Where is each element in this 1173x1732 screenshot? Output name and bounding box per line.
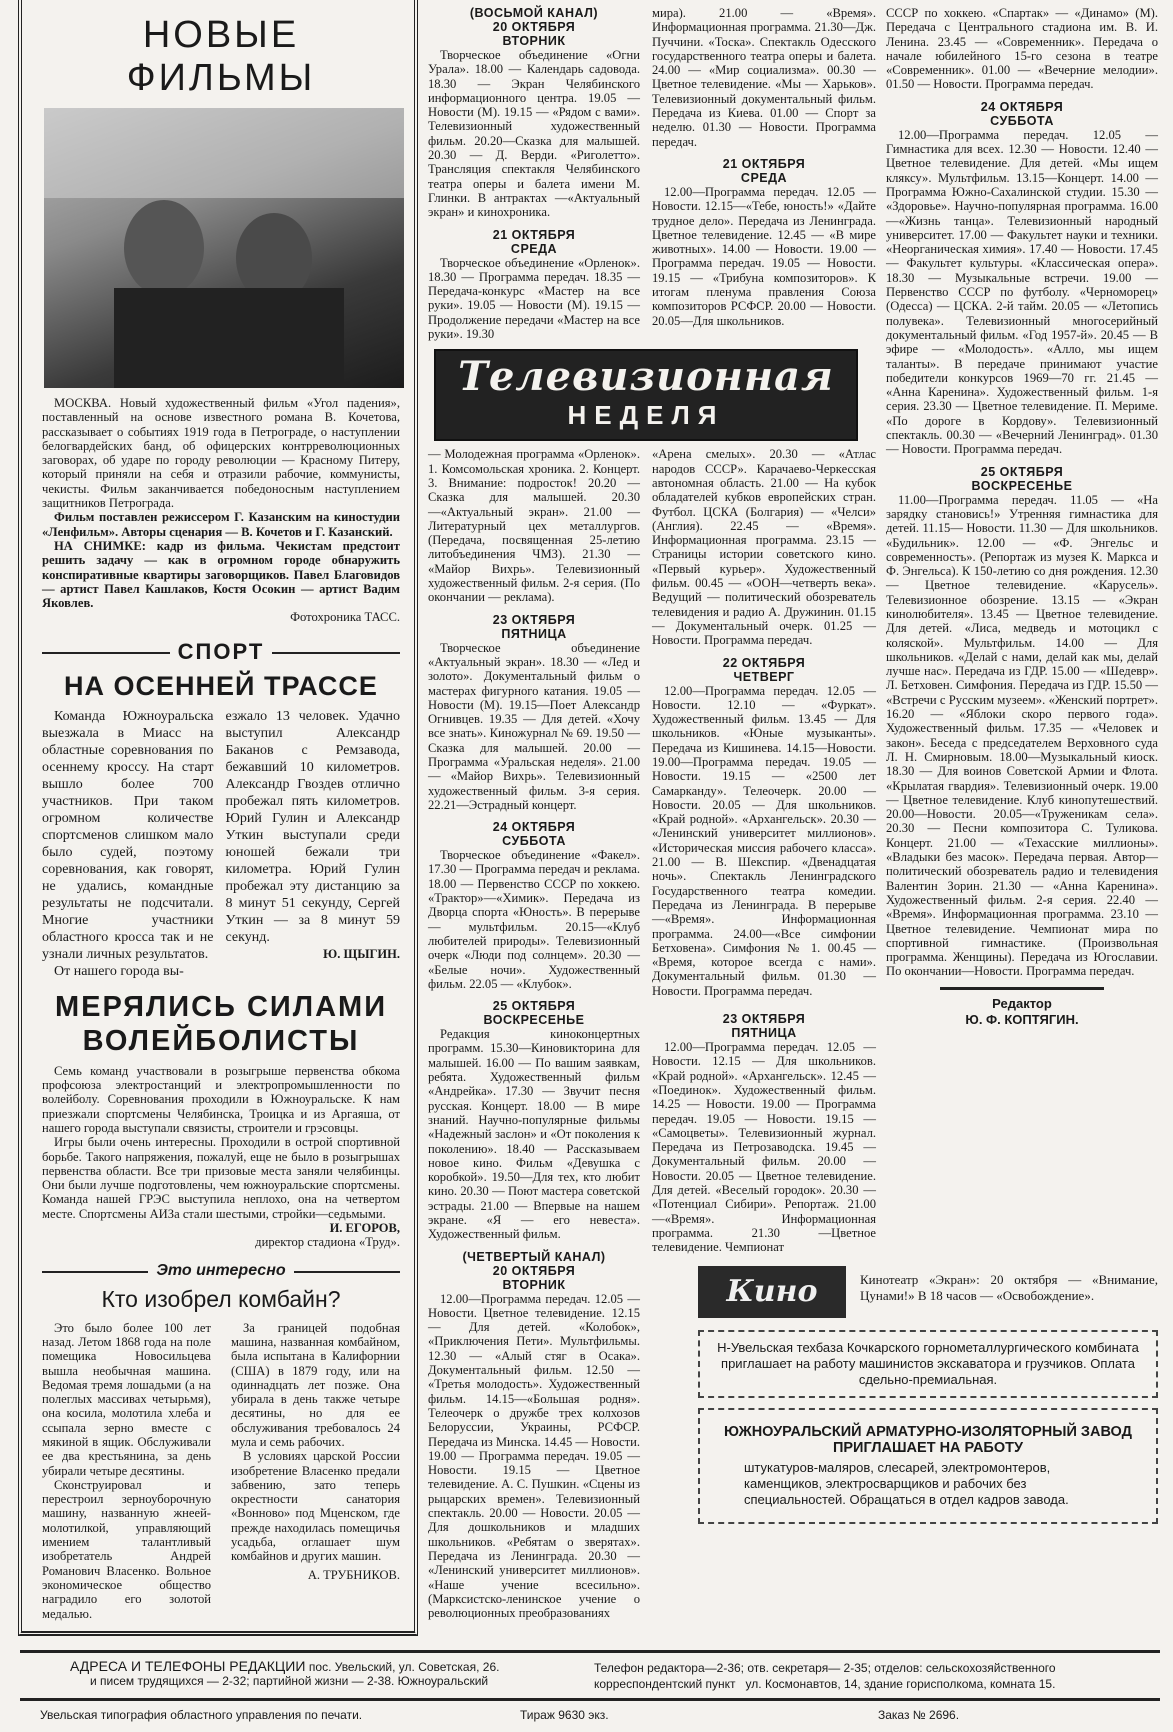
combine-paragraph: Сконструировал и перестроил зерноуборочную машину, названную жнеей-молотилкой, управляющий имением талантливый изобретатель Андрей Романович Власенко. Вольное экономическое общество наградило его золотой медалью. [42,1477,211,1621]
weekday-label: ВТОРНИК [502,34,566,48]
footer [0,1642,1173,1732]
sport-paragraph: От нашего города вы- [54,963,184,979]
combine-author: А. ТРУБНИКОВ. [307,1567,400,1582]
sport-author: Ю. ЩЫГИН. [323,946,400,961]
weekday-label: ЧЕТВЕРГ [733,669,795,684]
footer-rule [20,1650,1160,1653]
editor-label: Редактор [992,995,1052,1011]
date-label: 25 ОКТЯБРЯ [492,999,576,1014]
left-column-frame [18,0,418,1636]
channel-4-heading [428,1250,640,1292]
tv-schedule: мира). 21.00 — «Время». Информационная программа. 21.30—Дж. Пуччини. «Тоска». Спектакль Одесского государственного театра оперы и балета. 24.00 — «Мир социализма». 00.30 — Цветное телевидение. «Мы — Харьков». Телевизионный документальный фильм. Передача из Киева. 01.00 — Спорт за неделю. 01.30 — Новости. Программа передач. [652,6,876,149]
tv-schedule: Творческое объединение «Орленок». 18.30 — Программа передач. 18.35 — Передача-конкурс «Мастер на все руки». 19.05 — Новости (М). 19.15 — Продолжение передачи «Мастер на все руки». 19.30 [428,255,640,342]
combine-rubric: Это интересно [148,1262,293,1279]
job-ad-factory-subtitle: ПРИГЛАШАЕТ НА РАБОТУ [832,1440,1024,1457]
editor-name: Ю. Ф. КОПТЯГИН. [965,1011,1079,1027]
tv-schedule: 12.00—Программа передач. 12.05 — Новости. Цветное телевидение. 12.15 — Для детей. «Колобок», «Приключения Пети». Мультфильмы. 12.30 — «Алый стяг в Осака». Документальный фильм. 12.50 — «Третья молодость». Художественный фильм. 14.15—«Большая родня». Телеочерк о дружбе трех колхозов Белоруссии, Украины, РСФСР. Передача из Минска. 14.45 — Новости. 19.00 — Программа передач. 19.05 — Новости. 19.15 — Цветное телевидение. А. С. Пушкин. «Сцены из рыцарских времен». Телевизионный спектакль. 20.00 — Новости. 20.05 — Для дошкольников и младших школьников. «Ребятам о зверятах». Передача из Ленинграда. 20.30 — «Ленинский университет миллионов». «Наше учение всесильно». (Марксистско-ленинское учение о революционных преобразованиях [428,1291,640,1621]
tv-schedule: — Молодежная программа «Орленок». 1. Комсомольская хроника. 2. Концерт. 3. Внимание: подросток! 20.20 — Сказка для малышей. 20.30—«Актуальный экран». 21.00 — Литературный цех металлургов. (Передача, посвященная 25-летию литобъединения ЧМЗ). 21.30 — «Майор Вихрь». Телевизионный художественный фильм. 2-я серия. (По окончании — реклама). [428,447,640,605]
footer-address-title: АДРЕСА И ТЕЛЕФОНЫ РЕДАКЦИИ [70,1658,306,1674]
date-label: 20 ОКТЯБРЯ [492,20,576,34]
editor-block [886,996,1158,1028]
weekday-label: СУББОТА [502,834,566,849]
date-heading [428,999,640,1027]
films-photo-caption: НА СНИМКЕ: кадр из фильма. Чекистам предстоит решить задачу — как в огромном городе обнаружить конспиративные квартиры заговорщиков. Павел Благовидов — артист Павел Кашлаков, Костя Осокин — артист Вадим Яковлев. [42,538,400,611]
tv-schedule: 12.00—Программа передач. 12.05 — Новости. 12.10 — «Фуркат». Художественный фильм. 13.45 — Для школьников. «Юные музыканты». Передача из Кишинева. 14.15—Новости. 19.00—Программа передач. 19.05 — Новости. 19.15 — «2500 лет Самарканду». Телеочерк. 20.00 — Новости. 20.05 — Для школьников. «Край родной». «Архангельск». 20.30 — «Ленинский университет миллионов». «Историческая миссия рабочего класса». 21.00 — В. Шекспир. «Двенадцатая ночь». Спектакль Ленинградского Государственного театра комедии. Передача из Ленинграда. В перерыве —«Время». Информационная программа. 24.00—«Все симфонии Бетховена». Симфония № 1. 00.45 — «Время, которое всегда с нами». Документальный фильм. 01.30 — Новости. Программа передач. [652,683,876,998]
date-label: 23 ОКТЯБРЯ [722,1012,806,1027]
footer-address-line: и писем трудящихся — 2-32; партийной жизни — 2-38. Южноуральский [90,1674,489,1688]
volleyball-paragraph: Семь команд участвовали в розыгрыше первенства обкома профсоюза электростанций и электропромышленности по волейболу. Соревнования проходили в Южноуральске. К нам приезжали спортсмены Челябинска, Троицка и из Аргаяша, от нашего города выступали связисты, строители и грэсовцы. [42,1063,400,1135]
job-ad-factory-text: штукатуров-маляров, слесарей, электромонтеров, каменщиков, электросварщиков и рабочих без специальностей. Обращаться в отдел кадров завода. [744,1460,1069,1508]
kino-schedule: Кинотеатр «Экран»: 20 октября — «Внимание, Цунами!» В 18 часов — «Освобождение». [860,1272,1158,1304]
footer-address-line: пос. Увельский, ул. Советская, 26. [308,1660,500,1674]
combine-column-b [231,1321,400,1582]
footer-phones-line: корреспондентский пункт ул. Космонавтов, 14, здание горисполкома, комната 15. [594,1677,1056,1691]
footer-phones [594,1660,1164,1692]
editor-divider [940,987,1104,990]
volleyball-title-line: МЕРЯЛИСЬ СИЛАМИ [54,990,388,1023]
weekday-label: ВТОРНИК [502,1277,566,1292]
date-label: 23 ОКТЯБРЯ [492,612,576,627]
footer-address [70,1658,590,1688]
date-label: 20 ОКТЯБРЯ [492,1263,576,1278]
tv-week-masthead [434,349,858,441]
date-heading [886,465,1158,493]
date-heading [652,157,876,185]
footer-printer: Увельская типография областного управления по печати. [40,1708,363,1722]
weekday-label: СУББОТА [990,113,1054,128]
date-heading [886,100,1158,128]
masthead-title: Телевизионная [458,353,834,401]
films-paragraph: МОСКВА. Новый художественный фильм «Угол падения», поставленный на основе известного романа В. Кочетова, рассказывает о событиях 1919 года в Петрограде, о наступлении белогвардейских банд, об офицерских контрреволюционных заговорах, об ударе по городу революции — Красному Питеру, который приняли на себя и отразили рабочие, коммунисты, чекисты. Фильм заканчивается победоносным наступлением защитников Петрограда. [42,396,400,511]
footer-order-number: Заказ № 2696. [878,1708,960,1722]
tv-column-4-area [886,6,1158,1028]
date-heading [428,820,640,848]
job-ad-factory [698,1408,1158,1524]
combine-rubric-line [42,1262,400,1280]
date-label: 24 ОКТЯБРЯ [980,99,1064,114]
films-paragraph: Фильм поставлен режиссером Г. Казанским на киностудии «Ленфильм». Авторы сценария — В. Кочетов и Г. Казанский. [42,510,400,539]
combine-paragraph: За границей подобная машина, названная комбайном, была испытана в Калифорнии (США) в 1879 году, или на одиннадцать лет позже. Она убирала в день также четыре десятины, но для ее обслуживания требовалось 24 мула и семь рабочих. [231,1320,400,1449]
job-ad-factory-title: ЮЖНОУРАЛЬСКИЙ АРМАТУРНО-ИЗОЛЯТОРНЫЙ ЗАВОД [724,1424,1132,1441]
kino-logo: Кино [698,1266,846,1318]
date-label: 24 ОКТЯБРЯ [492,820,576,835]
sport-title: НА ОСЕННЕЙ ТРАССЕ [64,670,378,701]
tv-schedule: СССР по хоккею. «Спартак» — «Динамо» (М). Передача с Центрального стадиона им. В. И. Ленина. 23.45 — «Современник». Передача о начале юбилейного 15-го сезона в театре «Современник». 01.00 — «Вечерние мелодии». 01.50 — Новости. Программа передач. [886,6,1158,92]
tv-schedule: «Арена смелых». 20.30 — «Атлас народов СССР». Карачаево-Черкесская автономная область. 21.00 — На кубок обладателей кубков европейских стран. Футбол. ЦСКА (Болгария) — «Челси» (Англия). 22.45 — «Время». Информационная программа. 23.15 — Страницы истории советского кино. «Первый курьер». Художественный фильм. 00.45 — «ООН—четверть века». Ведущий — политический обозреватель телевидения и радио А. Дружинин. 01.15 — Документальный очерк. 01.25 — Новости. Программа передач. [652,447,876,648]
sport-rubric-line [42,639,400,665]
films-heading: НОВЫЕ ФИЛЬМЫ [126,14,316,99]
footer-phones-line: Телефон редактора—2-36; отв. секретаря— 2-35; отделов: сельскохозяйственного [594,1661,1056,1675]
job-ad-techbase: Н-Увельская техбаза Кочкарского горнометаллургического комбината приглашает на работу машинистов экскаватора и грузчиков. Оплата сдельно-премиальная. [698,1330,1158,1398]
weekday-label: ПЯТНИЦА [731,1026,797,1041]
tv-schedule: Творческое объединение «Огни Урала». 18.00 — Календарь садовода. 18.30 — Экран Челябинского информационного центра. 19.05 — Новости (М). 19.15 — «Рядом с вами». Телевизионный художественный фильм. 20.20—Сказка для малышей. 20.30 — Д. Верди. «Риголетто». Трансляция спектакля Челябинского театра оперы и балета имени М. Глинки. В антрактах —«Актуальный экран» и кинохроника. [428,48,640,220]
sport-column-a [42,708,214,980]
date-label: 22 ОКТЯБРЯ [722,655,806,670]
tv-schedule: 12.00—Программа передач. 12.05 — Новости. 12.15 — Для школьников. «Край родной». «Архангельск». 12.45 — «Поединок». Художественный фильм. 14.25 — Новости. 19.00 — Программа передач. 19.05 — Новости. 19.15 — «Самоцветы». Телевизионный журнал. Передача из Петрозаводска. 19.45 — Документальный фильм. 20.00 —Новости. 20.05 — Цветное телевидение. Для детей. «Веселый городок». 20.30 — «Потенциал Сибири». Репортаж. 21.00—«Время». Информационная программа. 21.30 —Цветное телевидение. Чемпионат [652,1040,876,1255]
date-heading [428,613,640,641]
combine-title: Кто изобрел комбайн? [101,1285,341,1312]
photo-credit: Фотохроника ТАСС. [290,610,400,625]
sport-paragraph: Команда Южноуральска выезжала в Миасс на областные соревнования по осеннему кроссу. На старт вышло более 700 участников. При таком огромном количестве спортсменов слишком мало было судей, поэтому соревнования, как говорят, не удались, командные результаты не подсчитали. Многие участники областного кросса так и не узнали личных результатов. [42,708,214,962]
tv-column-3-top [652,6,876,328]
weekday-label: СРЕДА [740,170,788,185]
masthead-subtitle: НЕДЕЛЯ [567,400,725,431]
volleyball-article [42,1064,400,1250]
date-heading [652,656,876,684]
channel-label: (ВОСЬМОЙ КАНАЛ) [469,6,599,20]
tv-schedule: Творческое объединение «Актуальный экран». 18.30 — «Лед и золото». Документальный фильм о мастерах фигурного катания. 19.05 —Новости (М). 19.15—Поет Александр Огнивцев. 19.35 — Для детей. «Хочу все знать». Киножурнал № 69. 19.50 — Сказка для малышей. 20.00 — Программа «Уральская неделя». 21.00 — «Майор Вихрь». Телевизионный художественный фильм. 3-я серия. 22.21—Эстрадный концерт. [428,640,640,812]
combine-paragraph: В условиях царской России изобретение Власенко предали забвению, зато теперь окрестности санатория «Вонново» под Мценском, где прежде находилась помещичья усадьба, оглашает шум комбайнов и других машин. [231,1449,400,1564]
date-heading [428,228,640,256]
combine-column-a [42,1321,211,1621]
tv-column-3-bottom [652,447,876,1254]
volleyball-author: И. ЕГОРОВ, [329,1221,400,1236]
tv-schedule: 12.00—Программа передач. 12.05 — Гимнастика для всех. 12.30 — Новости. 12.40 — Цветное телевидение. Для детей. «Мы ищем кляксу». Мультфильм. 13.15—Концерт. 14.00 — Программа Южно-Сахалинской студии. 15.30 — «Здоровье». Научно-популярная программа. 16.00—«Жизнь танца». Телевизионный народный университет. 17.00 — Факультет науки и техники. «Неорганическая химия». 17.40 — Новости. 17.45 — Факультет культуры. «Классическая опера». 18.30 — Музыкальные встречи. 19.00 — Первенство СССР по футболу. «Черноморец» (Одесса) — ЦСКА. 2-й тайм. 20.05 — «Летопись полувека». Телевизионный многосерийный документальный фильм. «Год 1957-й». 20.45 — В эфире — «Молодость». «Алло, мы ищем таланты». В передаче принимают участие победители конкурсов 1969—70 гг. 21.45 — «Анна Каренина». Художественный фильм. 1-я серия. 23.30 — Цветное телевидение. П. Мериме. «По дороге в Кордову». Телевизионный спектакль. 00.30 — «Вечерний Ленинград». 01.30 — Новости. Программа передач. [886,127,1158,457]
film-still-photo [44,108,404,388]
tv-schedule: 12.00—Программа передач. 12.05 —Новости. 12.15—«Тебе, юность!» «Дайте трудное дело». Передача из Ленинграда. Цветное телевидение. 12.45 — «В мире животных». 14.00 — Новости. 19.00 — Программа передач. 19.05 — Новости. 19.15 — «Трибуна композиторов». К итогам пленума правления Союза композиторов РСФСР. 20.00 — Новости. 20.05—Для школьников. [652,184,876,328]
film-still-image [44,108,404,388]
footer-rule [20,1698,1160,1701]
date-label: 21 ОКТЯБРЯ [492,227,576,242]
weekday-label: ПЯТНИЦА [501,626,567,641]
footer-circulation: Тираж 9630 экз. [520,1708,609,1722]
sport-rubric: СПОРТ [170,639,273,664]
date-heading [652,1012,876,1040]
date-label: 21 ОКТЯБРЯ [722,156,806,171]
tv-column-2-bottom [428,447,640,1620]
volleyball-author-title: директор стадиона «Труд». [255,1235,400,1250]
tv-schedule: 11.00—Программа передач. 11.05 — «На зарядку становись!» Утренняя гимнастика для детей. 11.15— Новости. 11.30 — Для школьников. «Будильник». 12.00 — «Ф. Энгельс и современность». (Репортаж из музея К. Маркса и Ф. Энгельса). К 150-летию со дня рождения. 12.30 — Цветное телевидение. «Карусель». Телевизионное обозрение. 13.15 — «Экран кинолюбителя». 13.45 — Цветное телевидение. Для детей. «Лиса, медведь и мотоцикл с коляской». Мультфильм. 14.00 — Для школьников. «Делай с нами, делай как мы, делай лучше нас». Передача из ГДР. 15.00 — «Шедевр». Л. Бетховен. Симфония. Передача из ГДР. 15.50 — «Встречи с Русским музеем». «Женский портрет». 16.20 — «Яблоки скоро первого года». Художественный фильм. 17.35 — «Человек и закон». Беседа с председателем Верховного суда Л. Н. Смирновым. 18.00—Музыкальный киоск. 18.30 — Для воинов Советской Армии и Флота. «Крылатая гвардия». Телевизионный очерк. 19.00 — Цветное телевидение. Клуб кинопутешествий. 20.00—Новости. 20.05—«Труженикам села». 20.30 — Песни композитора С. Туликова. Концерт. 21.00 — «Техасские миллионы». «Владыки без масок». Передача первая. Автор—политический обозреватель радио и телевидения Валентин Зорин. 21.30 — «Анна Каренина». Художественный фильм. 2-я серия. 22.40 — «Время». Информационная программа. 23.10 — Цветное телевидение. Чемпионат мира по спортивной гимнастике. (Произвольная программа. Женщины). Передача из Югославии. По окончании—Новости. Программа передач. [886,492,1158,979]
ads-area [698,1266,1158,1524]
channel-label: (ЧЕТВЕРТЫЙ КАНАЛ) [462,1249,606,1264]
combine-paragraph: Это было более 100 лет назад. Летом 1868 года на поле помещика Новосильцева вышла необычная машина. Ведомая тремя лошадьми (а на полеглых массивах четырьмя), она косила, молотила хлеба и ссыпала зерно вместе с мякиной в ящик. Обслуживали ее два крестьянина, за день убирали четыре десятины. [42,1320,211,1478]
channel-8-heading [428,6,640,48]
tv-schedule: Редакция киноконцертных программ. 15.30—Киновикторина для малышей. 16.00 — По вашим заявкам, ребята. Художественный фильм «Андрейка». 17.30 — Звучит песня русская. Концерт. 18.00 — В мире знаний. Научно-популярные фильмы «Надежный заслон» и «От поколения к поколению». 18.40 — Рассказываем новое кино. Фильм «Девушка с коробкой». 19.50—Для тех, кто любит кино. 20.30 — Поют мастера советской эстрады. 21.00 — Впервые на нашем экране. «Я — его невеста». Художественный фильм. [428,1027,640,1242]
volleyball-title-line: ВОЛЕЙБОЛИСТЫ [82,1024,360,1057]
sport-column-b [226,708,401,963]
weekday-label: ВОСКРЕСЕНЬЕ [483,1013,585,1028]
tv-schedule: Творческое объединение «Факел». 17.30 — Программа передач и реклама. 18.00 — Первенство СССР по хоккею. «Трактор»—«Химик». Передача из Дворца спорта «Юность». В перерыве — мультфильм. 20.15—«Клуб любителей природы». Телевизионный очерк «Люди под солнцем». 20.30 — «Белые ночи». Художественный фильм. 22.05 — «Клубок». [428,848,640,991]
volleyball-paragraph: Игры были очень интересны. Проходили в острой спортивной борьбе. Такого напряжения, пожалуй, еще не было в розыгрышах первенства области. Все три призовые места заняли челябинцы. Они были лучше подготовлены, чем южноуральские спортсмены. Команда нашей ГРЭС выступила неплохо, она на четвертом месте. Спортсмены АИЗа стали шестыми, стройки—седьмыми. [42,1135,400,1221]
tv-column-2-top [428,6,640,341]
volleyball-title [42,990,400,1058]
date-label: 25 ОКТЯБРЯ [980,464,1064,479]
weekday-label: СРЕДА [510,241,558,256]
sport-paragraph: езжало 13 человек. Удачно выступил Александр Баканов с Ремзавода, бежавший 10 километров. Александр Гвоздев отлично пробежал пять километров. Юрий Гулин и Александр Уткин выступали среди юношей бежали три километра. Юрий Гулин пробежал эту дистанцию за 8 минут 51 секунду, Сергей Уткин — за 8 минут 59 секунд. [225,708,400,945]
tv-column-4 [886,6,1158,979]
films-article [42,396,400,625]
weekday-label: ВОСКРЕСЕНЬЕ [971,478,1073,493]
